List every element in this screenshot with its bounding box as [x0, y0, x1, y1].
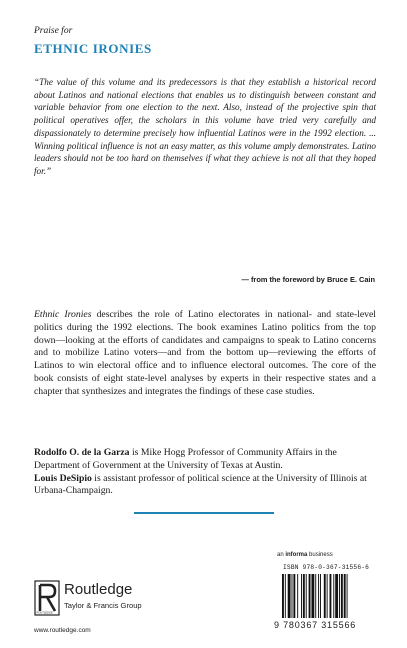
foreword-quote: “The value of this volume and its predecessors is that they establish a historical record about Latinos and national elections that enables us to distinguish between constant and variable behavior from one election to the next. Also, instead of the projective spin that political operatives offer, the scholars in this volume have tried very carefully and dispassionately to determine precisely how influential Latinos were in the 1992 election. ... Winning political influence is not an easy matter, as this volume amply demonstrates. Latino leaders should not be too hard on themselves if what they achieve is not all that they hoped for.” — [34, 77, 376, 176]
barcode-icon — [282, 574, 378, 618]
author-bio — [34, 447, 376, 473]
author-name: Rodolfo O. de la Garza — [34, 447, 130, 458]
divider-rule — [134, 512, 274, 514]
quote-attribution: — from the foreword by Bruce E. Cain — [241, 275, 375, 284]
praise-label: Praise for — [34, 26, 73, 36]
description-text: describes the role of Latino electorates in national- and state-level politics during the 1992 elections. The book examines Latino politics from the top down—looking at the efforts of candidates and campaigns to speak to Latino concerns and to mobilize Latino voters—and from the bottom up—reviewing the efforts of Latinos to win electoral office and to influence electoral outcomes. The core of the book consists of eight state-level analyses by experts in their respective states and a chapter that synthesizes and integrates the findings of these case studies. — [34, 309, 376, 397]
isbn-barcode-block — [270, 562, 386, 636]
informa-brand: informa — [285, 552, 308, 558]
author-bio-text: is assistant professor of political science at the University of Illinois at Urbana-Champaign. — [34, 472, 367, 497]
isbn-text: ISBN 978-0-367-31556-6 — [283, 564, 370, 571]
publisher-logo — [34, 580, 194, 616]
author-bio — [34, 473, 376, 499]
informa-note: an informa business — [277, 552, 333, 558]
svg-text:ROUTLEDGE: ROUTLEDGE — [36, 611, 53, 615]
publisher-website: www.routledge.com — [34, 627, 91, 634]
publisher-subtitle: Taylor & Francis Group — [64, 601, 142, 610]
barcode-digits: 9 780367 315566 — [274, 620, 357, 630]
book-title: ETHNIC IRONIES — [34, 41, 152, 56]
book-description — [34, 309, 376, 399]
routledge-logo-icon — [34, 580, 60, 616]
description-title: Ethnic Ironies — [34, 309, 92, 320]
publisher-name: Routledge — [64, 581, 133, 598]
author-bios — [34, 447, 376, 498]
author-bio-text: is Mike Hogg Professor of Community Affairs in the Department of Government at the University of Texas at Austin. — [34, 447, 337, 471]
author-name: Louis DeSipio — [34, 472, 92, 484]
